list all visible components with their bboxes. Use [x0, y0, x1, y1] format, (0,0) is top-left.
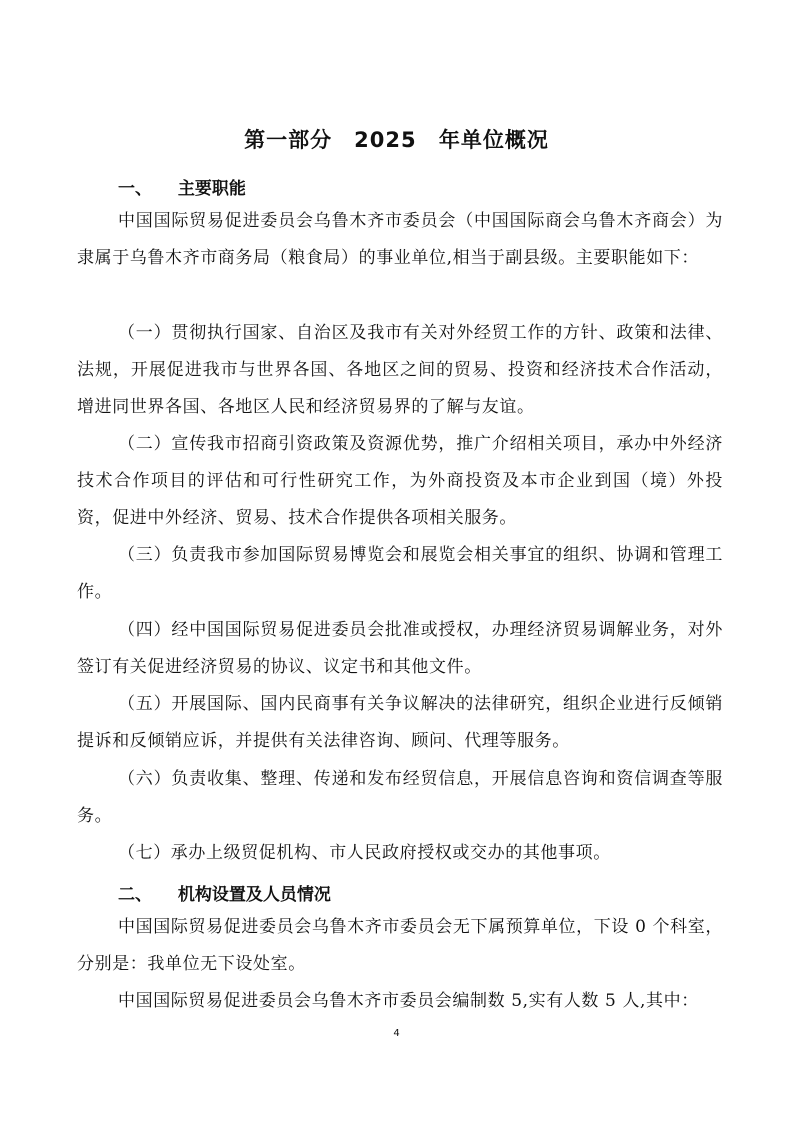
paragraph-item-4: （四）经中国国际贸易促进委员会批准或授权，办理经济贸易调解业务，对外签订有关促进经济贸易的协议、议定书和其他文件。: [77, 620, 723, 677]
paragraph-item-3: （三）负责我市参加国际贸易博览会和展览会相关事宜的组织、协调和管理工作。: [77, 545, 723, 602]
paragraph-organization: 中国国际贸易促进委员会乌鲁木齐市委员会无下属预算单位，下设 0 个科室，分别是：我单位无下设处室。: [77, 917, 723, 974]
paragraph-staffing: 中国国际贸易促进委员会乌鲁木齐市委员会编制数 5,实有人数 5 人,其中：: [118, 991, 699, 1011]
paragraph-item-1: （一）贯彻执行国家、自治区及我市有关对外经贸工作的方针、政策和法律、法规，开展促进我市与世界各国、各地区之间的贸易、投资和经济技术合作活动，增进同世界各国、各地区人民和经济贸易界的了解与友谊。: [77, 323, 723, 417]
paragraph-item-7: （七）承办上级贸促机构、市人民政府授权或交办的其他事项。: [118, 843, 611, 863]
paragraph-intro: 中国国际贸易促进委员会乌鲁木齐市委员会（中国国际商会乌鲁木齐商会）为隶属于乌鲁木齐市商务局（粮食局）的事业单位,相当于副县级。主要职能如下：: [77, 211, 723, 268]
page-number: 4: [393, 1028, 400, 1039]
section-heading-main-functions: 一、 主要职能: [118, 179, 246, 199]
paragraph-item-6: （六）负责收集、整理、传递和发布经贸信息，开展信息咨询和资信调查等服务。: [77, 769, 723, 826]
paragraph-item-2: （二）宣传我市招商引资政策及资源优势，推广介绍相关项目，承办中外经济技术合作项目的评估和可行性研究工作，为外商投资及本市企业到国（境）外投资，促进中外经济、贸易、技术合作提供各项相关服务。: [77, 434, 723, 528]
page-title: 第一部分 2025 年单位概况: [244, 128, 549, 152]
paragraph-item-5: （五）开展国际、国内民商事有关争议解决的法律研究，组织企业进行反倾销提诉和反倾销应诉，并提供有关法律咨询、顾问、代理等服务。: [77, 694, 723, 751]
section-heading-organization: 二、 机构设置及人员情况: [118, 885, 331, 905]
